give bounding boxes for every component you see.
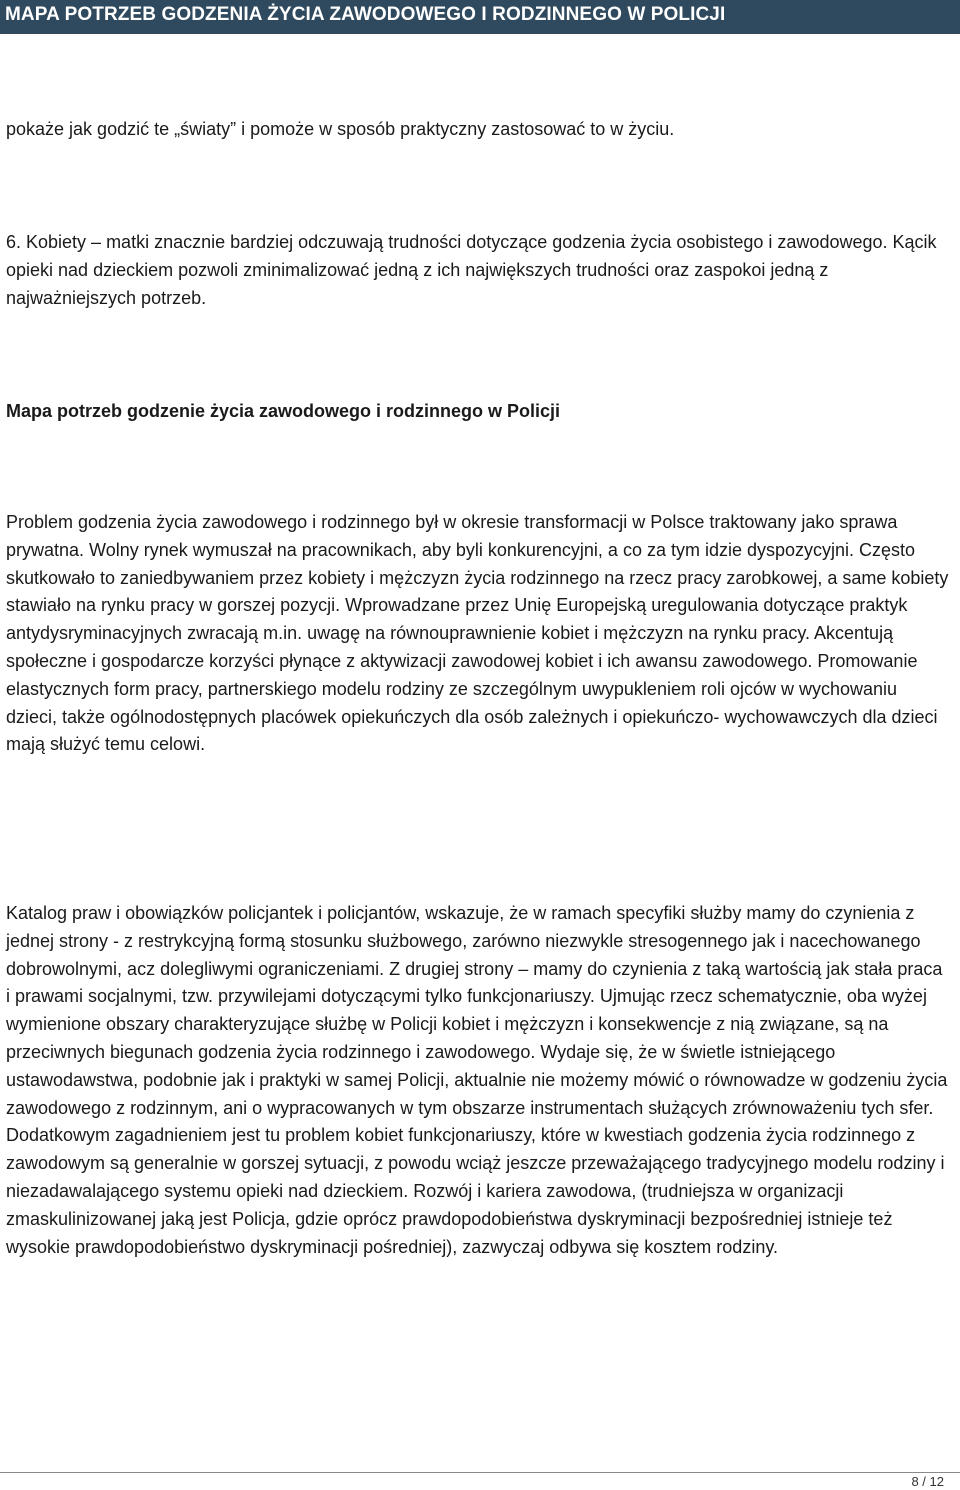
document-header xyxy=(0,0,960,34)
paragraph-catalog: Katalog praw i obowiązków policjantek i policjantów, wskazuje, że w ramach specyfiki służby mamy do czynienia z jednej strony - z restrykcyjną formą stosunku służbowego, zarówno niezwykle stresogennego jak i nacechowanego dobrowolnymi, acz dolegliwymi ograniczeniami. Z drugiej strony – mamy do czynienia z taką wartością jak stała praca i prawami socjalnymi, tzw. przywilejami dotyczącymi tylko funkcjonariuszy. Ujmując rzecz schematycznie, oba wyżej wymienione obszary charakteryzujące służbę w Policji kobiet i mężczyzn i konsekwencje z nią związane, są na przeciwnych biegunach godzenia życia rodzinnego i zawodowego. Wydaje się, że w świetle istniejącego ustawodawstwa, podobnie jak i praktyki w samej Policji, aktualnie nie możemy mówić o równowadze w godzeniu życia zawodowego z rodzinnym, ani o wypracowanych w tym obszarze instrumentach służących zrównoważeniu tych sfer. Dodatkowym zagadnieniem jest tu problem kobiet funkcjonariuszy, które w kwestiach godzenia życia rodzinnego z zawodowym są generalnie w gorszej sytuacji, z powodu wciąż jeszcze przeważającego tradycyjnego modelu rodziny i niezadawalającego systemu opieki nad dzieckiem. Rozwój i kariera zawodowa, (trudniejsza w organizacji zmaskulinizowanej jaką jest Policja, gdzie oprócz prawdopodobieństwa dyskryminacji bezpośredniej istnieje też wysokie prawdopodobieństwo dyskryminacji pośredniej), zazwyczaj odbywa się kosztem rodziny. xyxy=(6,903,948,1257)
paragraph-item-6: 6. Kobiety – matki znacznie bardziej odczuwają trudności dotyczące godzenia życia osobistego i zawodowego. Kącik opieki nad dzieckiem pozwoli zminimalizować jedną z ich największych trudności oraz zaspokoi jedną z najważniejszych potrzeb. xyxy=(6,232,937,308)
section-heading: Mapa potrzeb godzenie życia zawodowego i rodzinnego w Policji xyxy=(6,401,561,421)
footer-divider xyxy=(0,1472,960,1473)
paragraph-problem: Problem godzenia życia zawodowego i rodzinnego był w okresie transformacji w Polsce traktowany jako sprawa prywatna. Wolny rynek wymuszał na pracownikach, aby byli konkurencyjni, a co za tym idzie dyspozycyjni. Często skutkowało to zaniedbywaniem przez kobiety i mężczyzn życia rodzinnego na rzecz pracy zarobkowej, a same kobiety stawiało na rynku pracy w gorszej pozycji. Wprowadzane przez Unię Europejską uregulowania dotyczące praktyk antydysryminacyjnych zwracają m.in. uwagę na równouprawnienie kobiet i mężczyzn na rynku pracy. Akcentują społeczne i gospodarcze korzyści płynące z aktywizacji zawodowej kobiet i ich awansu zawodowego. Promowanie elastycznych form pracy, partnerskiego modelu rodziny ze szczególnym uwypukleniem roli ojców w wychowaniu dzieci, także ogólnodostępnych placówek opiekuńczych dla osób zależnych i opiekuńczo- wychowawczych dla dzieci mają służyć temu celowi. xyxy=(6,512,949,755)
document-title: MAPA POTRZEB GODZENIA ŻYCIA ZAWODOWEGO I RODZINNEGO W POLICJI xyxy=(5,4,726,25)
page-number: 8 / 12 xyxy=(911,1474,944,1489)
paragraph-intro-continuation: pokaże jak godzić te „światy” i pomoże w sposób praktyczny zastosować to w życiu. xyxy=(6,119,675,139)
